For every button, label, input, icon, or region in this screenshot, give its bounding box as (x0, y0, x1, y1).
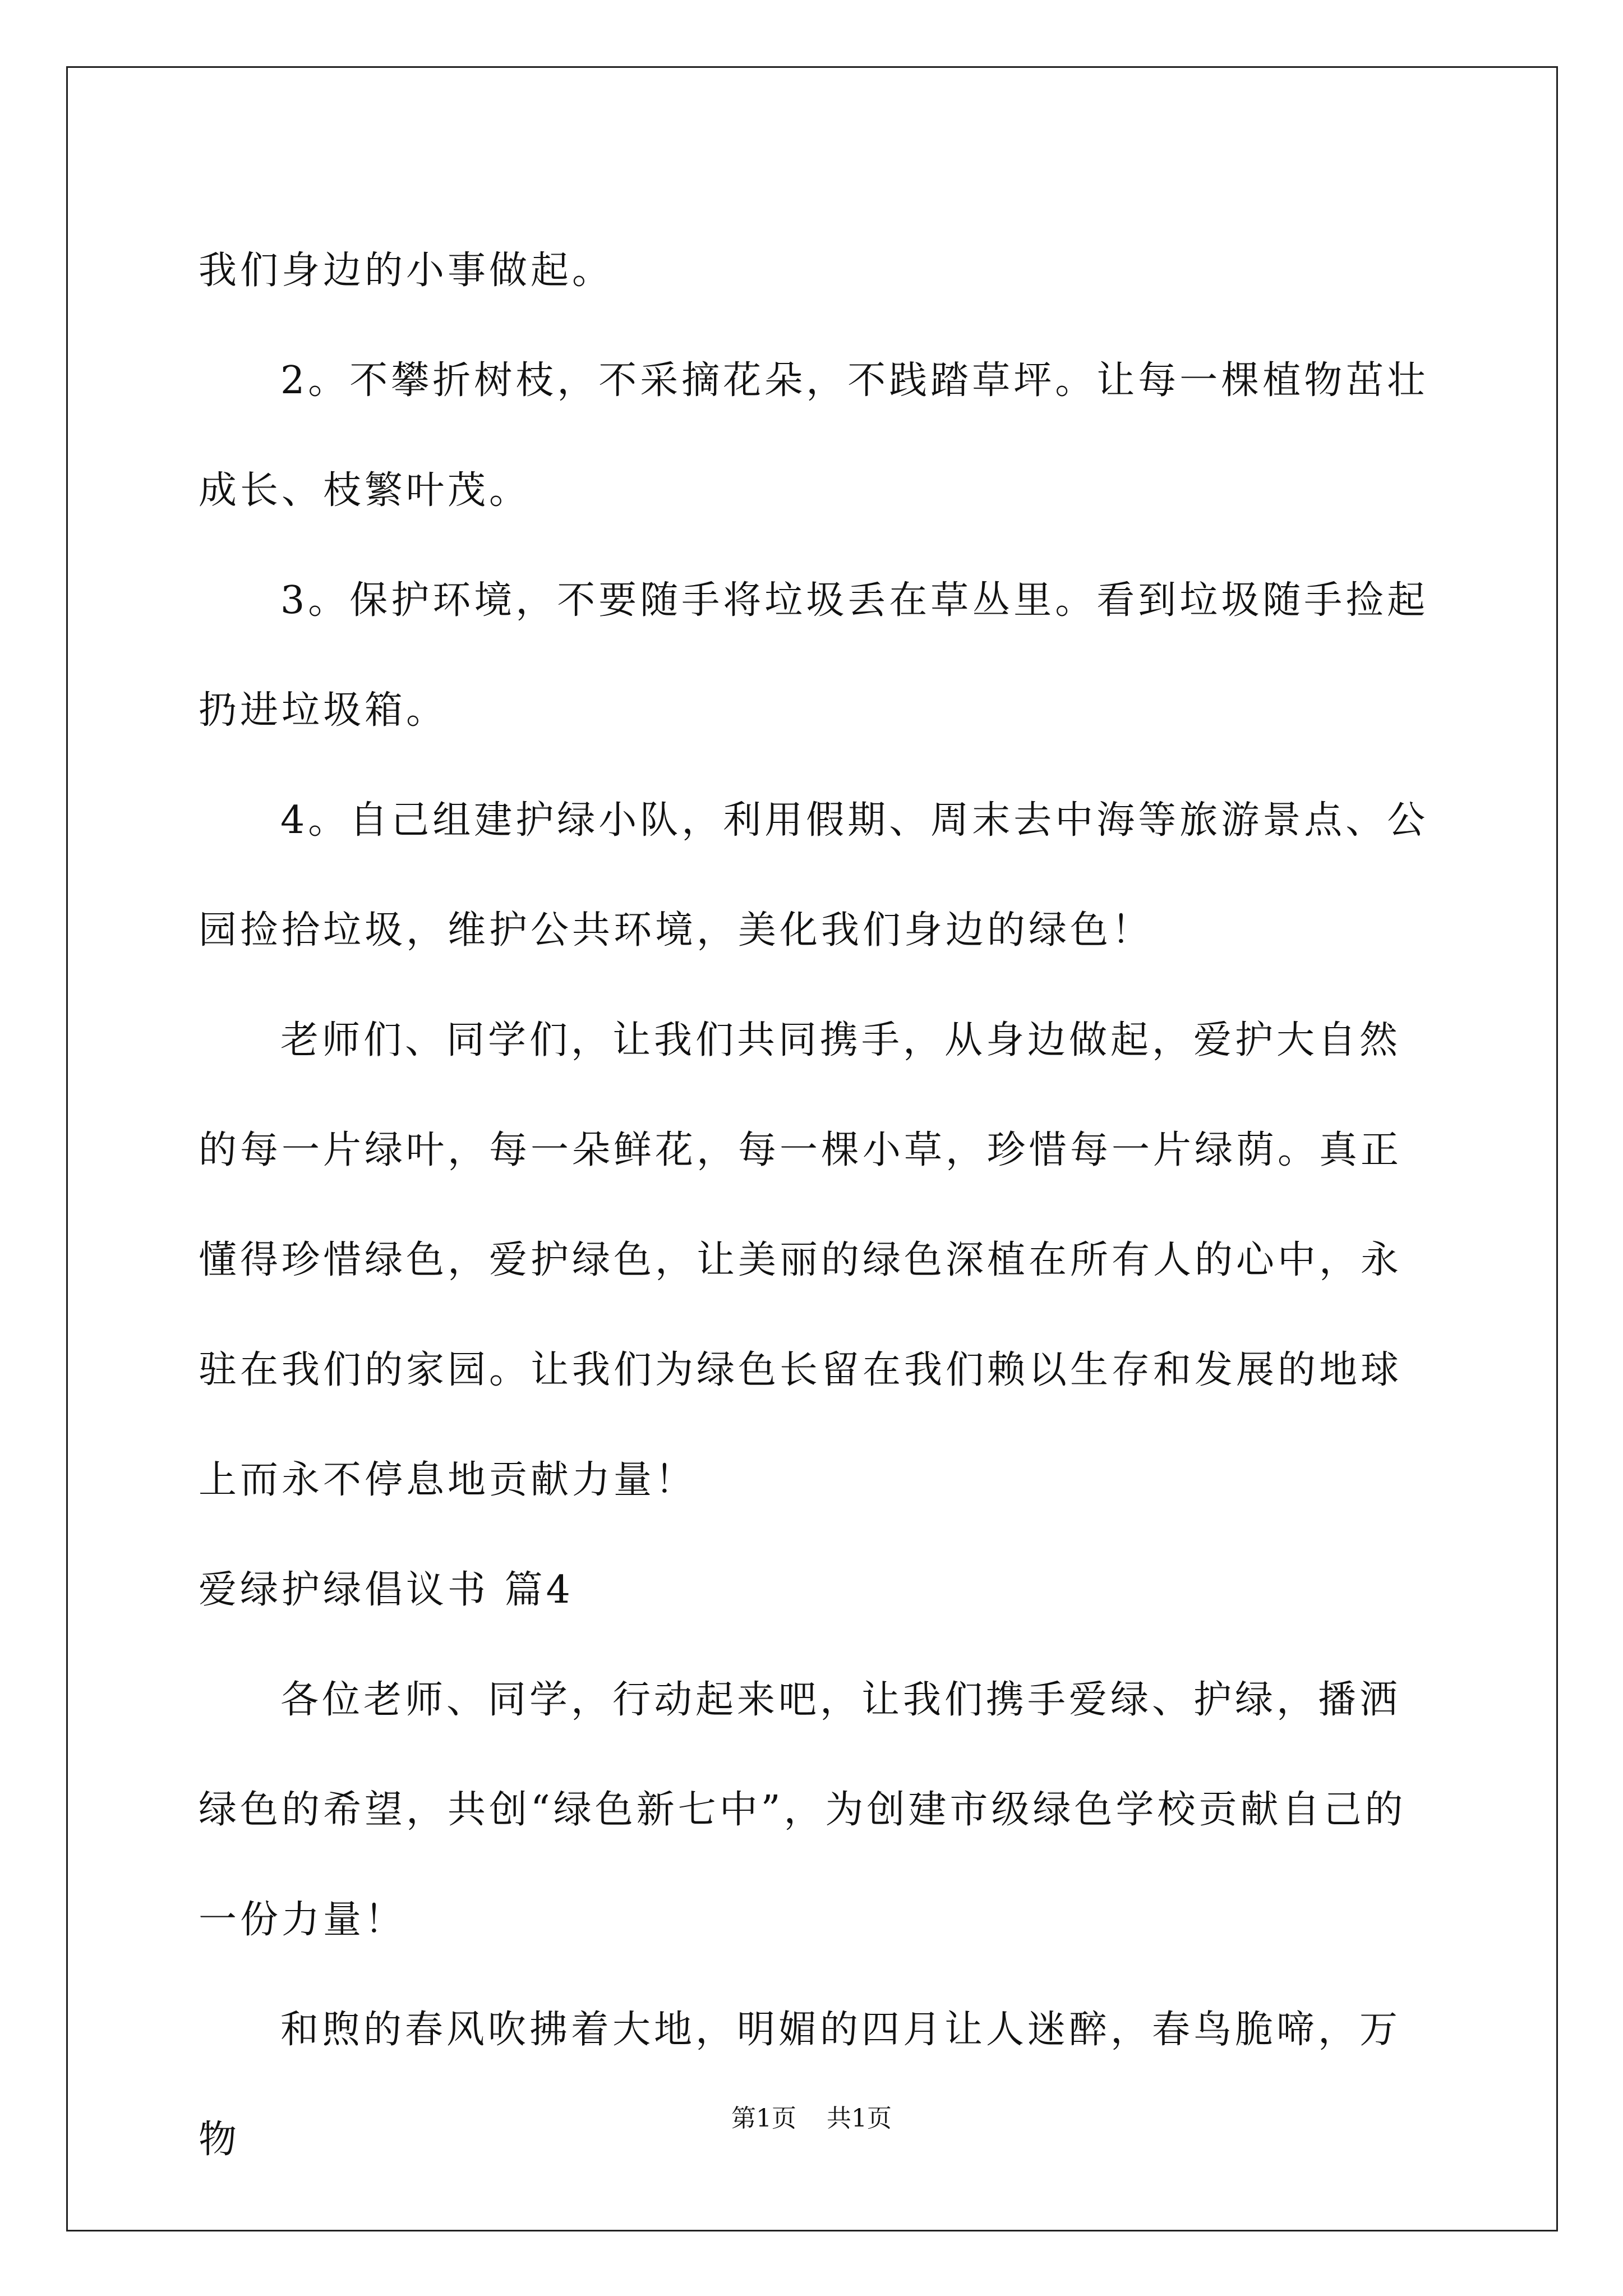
paragraph: 3。保护环境，不要随手将垃圾丢在草丛里。看到垃圾随手捡起扔进垃圾箱。 (199, 578, 1429, 733)
page-footer (0, 2098, 1623, 2134)
section-heading: 爱绿护绿倡议书 篇4 (199, 1568, 574, 1612)
page-total: 共1页 (827, 2104, 892, 2133)
paragraph: 2。不攀折树枝，不采摘花朵，不践踏草坪。让每一棵植物茁壮成长、枝繁叶茂。 (199, 358, 1429, 513)
paragraph: 各位老师、同学，行动起来吧，让我们携手爱绿、护绿，播洒绿色的希望，共创“绿色新七中”，为创建市级绿色学校贡献自己的一份力量！ (199, 1678, 1407, 1942)
paragraph: 4。自己组建护绿小队，利用假期、周末去中海等旅游景点、公园捡拾垃圾，维护公共环境，美化我们身边的绿色！ (199, 798, 1429, 953)
page-number: 第1页 (731, 2104, 796, 2133)
paragraph: 老师们、同学们，让我们共同携手，从身边做起，爱护大自然的每一片绿叶，每一朵鲜花，每一棵小草，珍惜每一片绿荫。真正懂得珍惜绿色，爱护绿色，让美丽的绿色深植在所有人的心中，永驻在我们的家园。让我们为绿色长留在我们赖以生存和发展的地球上而永不停息地贡献力量！ (199, 1018, 1403, 1502)
paragraph: 和煦的春风吹拂着大地，明媚的四月让人迷醉，春鸟脆啼，万物 (199, 2008, 1401, 2162)
paragraph: 我们身边的小事做起。 (199, 249, 614, 293)
document-body (199, 216, 1430, 2195)
